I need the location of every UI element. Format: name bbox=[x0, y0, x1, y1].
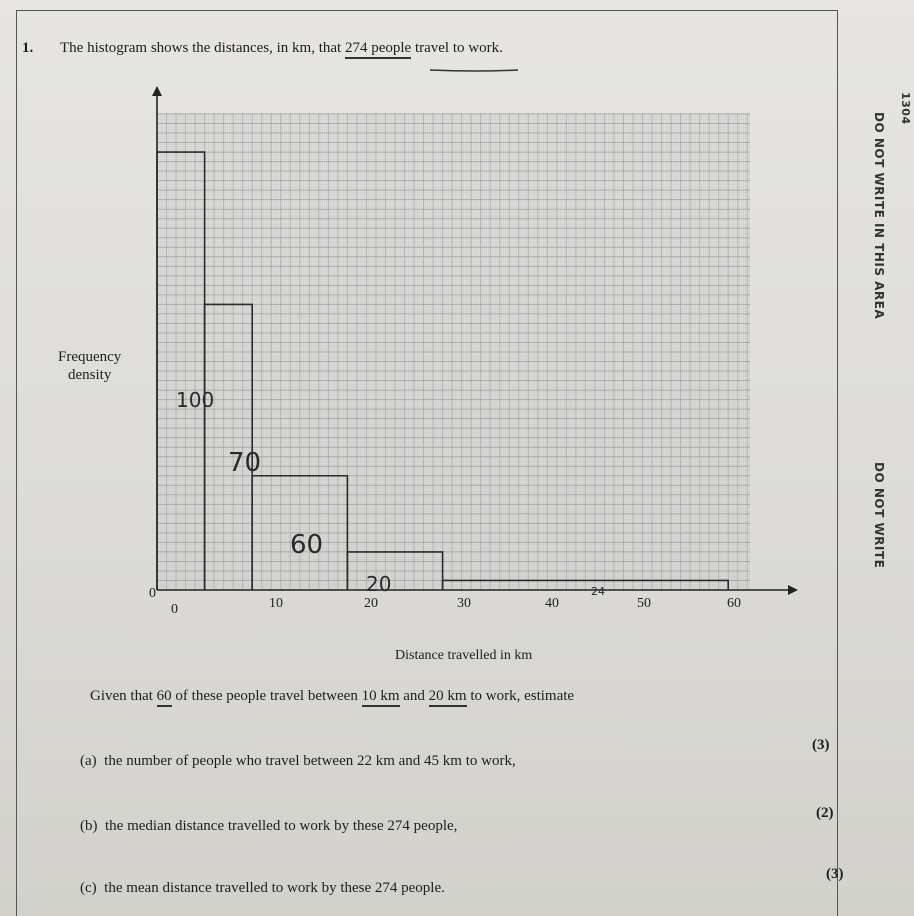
part-c-text: the mean distance travelled to work by these 274 people. bbox=[104, 880, 445, 896]
y-axis-label-line2: density bbox=[67, 367, 112, 383]
stem-underline-stroke bbox=[430, 70, 518, 71]
grid bbox=[157, 113, 750, 590]
part-a-marks: (3) bbox=[812, 737, 830, 753]
x-axis-label: Distance travelled in km bbox=[395, 648, 533, 663]
sub-intro-u2: 10 km bbox=[362, 688, 400, 707]
part-a-text: the number of people who travel between 22 km and 45 km to work, bbox=[104, 753, 516, 769]
y-axis-label-line1: Frequency bbox=[58, 349, 122, 365]
part-b bbox=[80, 818, 457, 835]
y-axis-arrow bbox=[152, 86, 162, 96]
stem-underlined: 274 people bbox=[345, 40, 411, 59]
part-a bbox=[80, 753, 516, 770]
handwritten-annotation: 20 bbox=[366, 572, 392, 596]
sub-intro-u3: 20 km bbox=[429, 688, 467, 707]
sub-intro-mid2: and bbox=[399, 688, 429, 704]
handwritten-annotation: 60 bbox=[290, 530, 324, 560]
handwritten-annotation: 100 bbox=[176, 388, 215, 412]
part-c-label: (c) bbox=[80, 880, 97, 896]
x-tick-label: 0 bbox=[171, 602, 178, 617]
margin-warning-top: DO NOT WRITE IN THIS AREA bbox=[872, 112, 886, 320]
part-a-label: (a) bbox=[80, 753, 97, 769]
part-c bbox=[80, 880, 445, 897]
handwritten-annotation: 24 bbox=[591, 585, 605, 598]
part-b-label: (b) bbox=[80, 818, 98, 834]
x-tick-label: 60 bbox=[727, 596, 741, 611]
sub-intro-u1: 60 bbox=[157, 688, 172, 707]
margin-corner-code: 1304 bbox=[899, 92, 912, 125]
y-axis-label bbox=[58, 348, 121, 384]
part-b-marks: (2) bbox=[816, 805, 834, 821]
margin-warning-bottom: DO NOT WRITE bbox=[872, 462, 886, 569]
sub-intro bbox=[90, 688, 574, 705]
x-tick-label: 20 bbox=[364, 596, 378, 611]
sub-intro-after: to work, estimate bbox=[466, 688, 575, 704]
x-tick-label: 50 bbox=[637, 596, 651, 611]
question-number: 1. bbox=[22, 40, 34, 56]
part-c-marks: (3) bbox=[826, 866, 844, 882]
x-tick-label: 40 bbox=[545, 596, 559, 611]
part-b-text: the median distance travelled to work by these 274 people, bbox=[105, 818, 458, 834]
handwritten-annotation: 70 bbox=[228, 448, 262, 478]
x-axis-arrow bbox=[788, 585, 798, 595]
stem-text-after: travel to work. bbox=[411, 40, 503, 56]
x-tick-label: 30 bbox=[457, 596, 471, 611]
stem-text-before: The histogram shows the distances, in km, that bbox=[60, 40, 345, 56]
y-origin-label: 0 bbox=[149, 586, 156, 601]
x-tick-label: 10 bbox=[269, 596, 283, 611]
sub-intro-before: Given that bbox=[90, 688, 157, 704]
sub-intro-mid1: of these people travel between bbox=[171, 688, 362, 704]
